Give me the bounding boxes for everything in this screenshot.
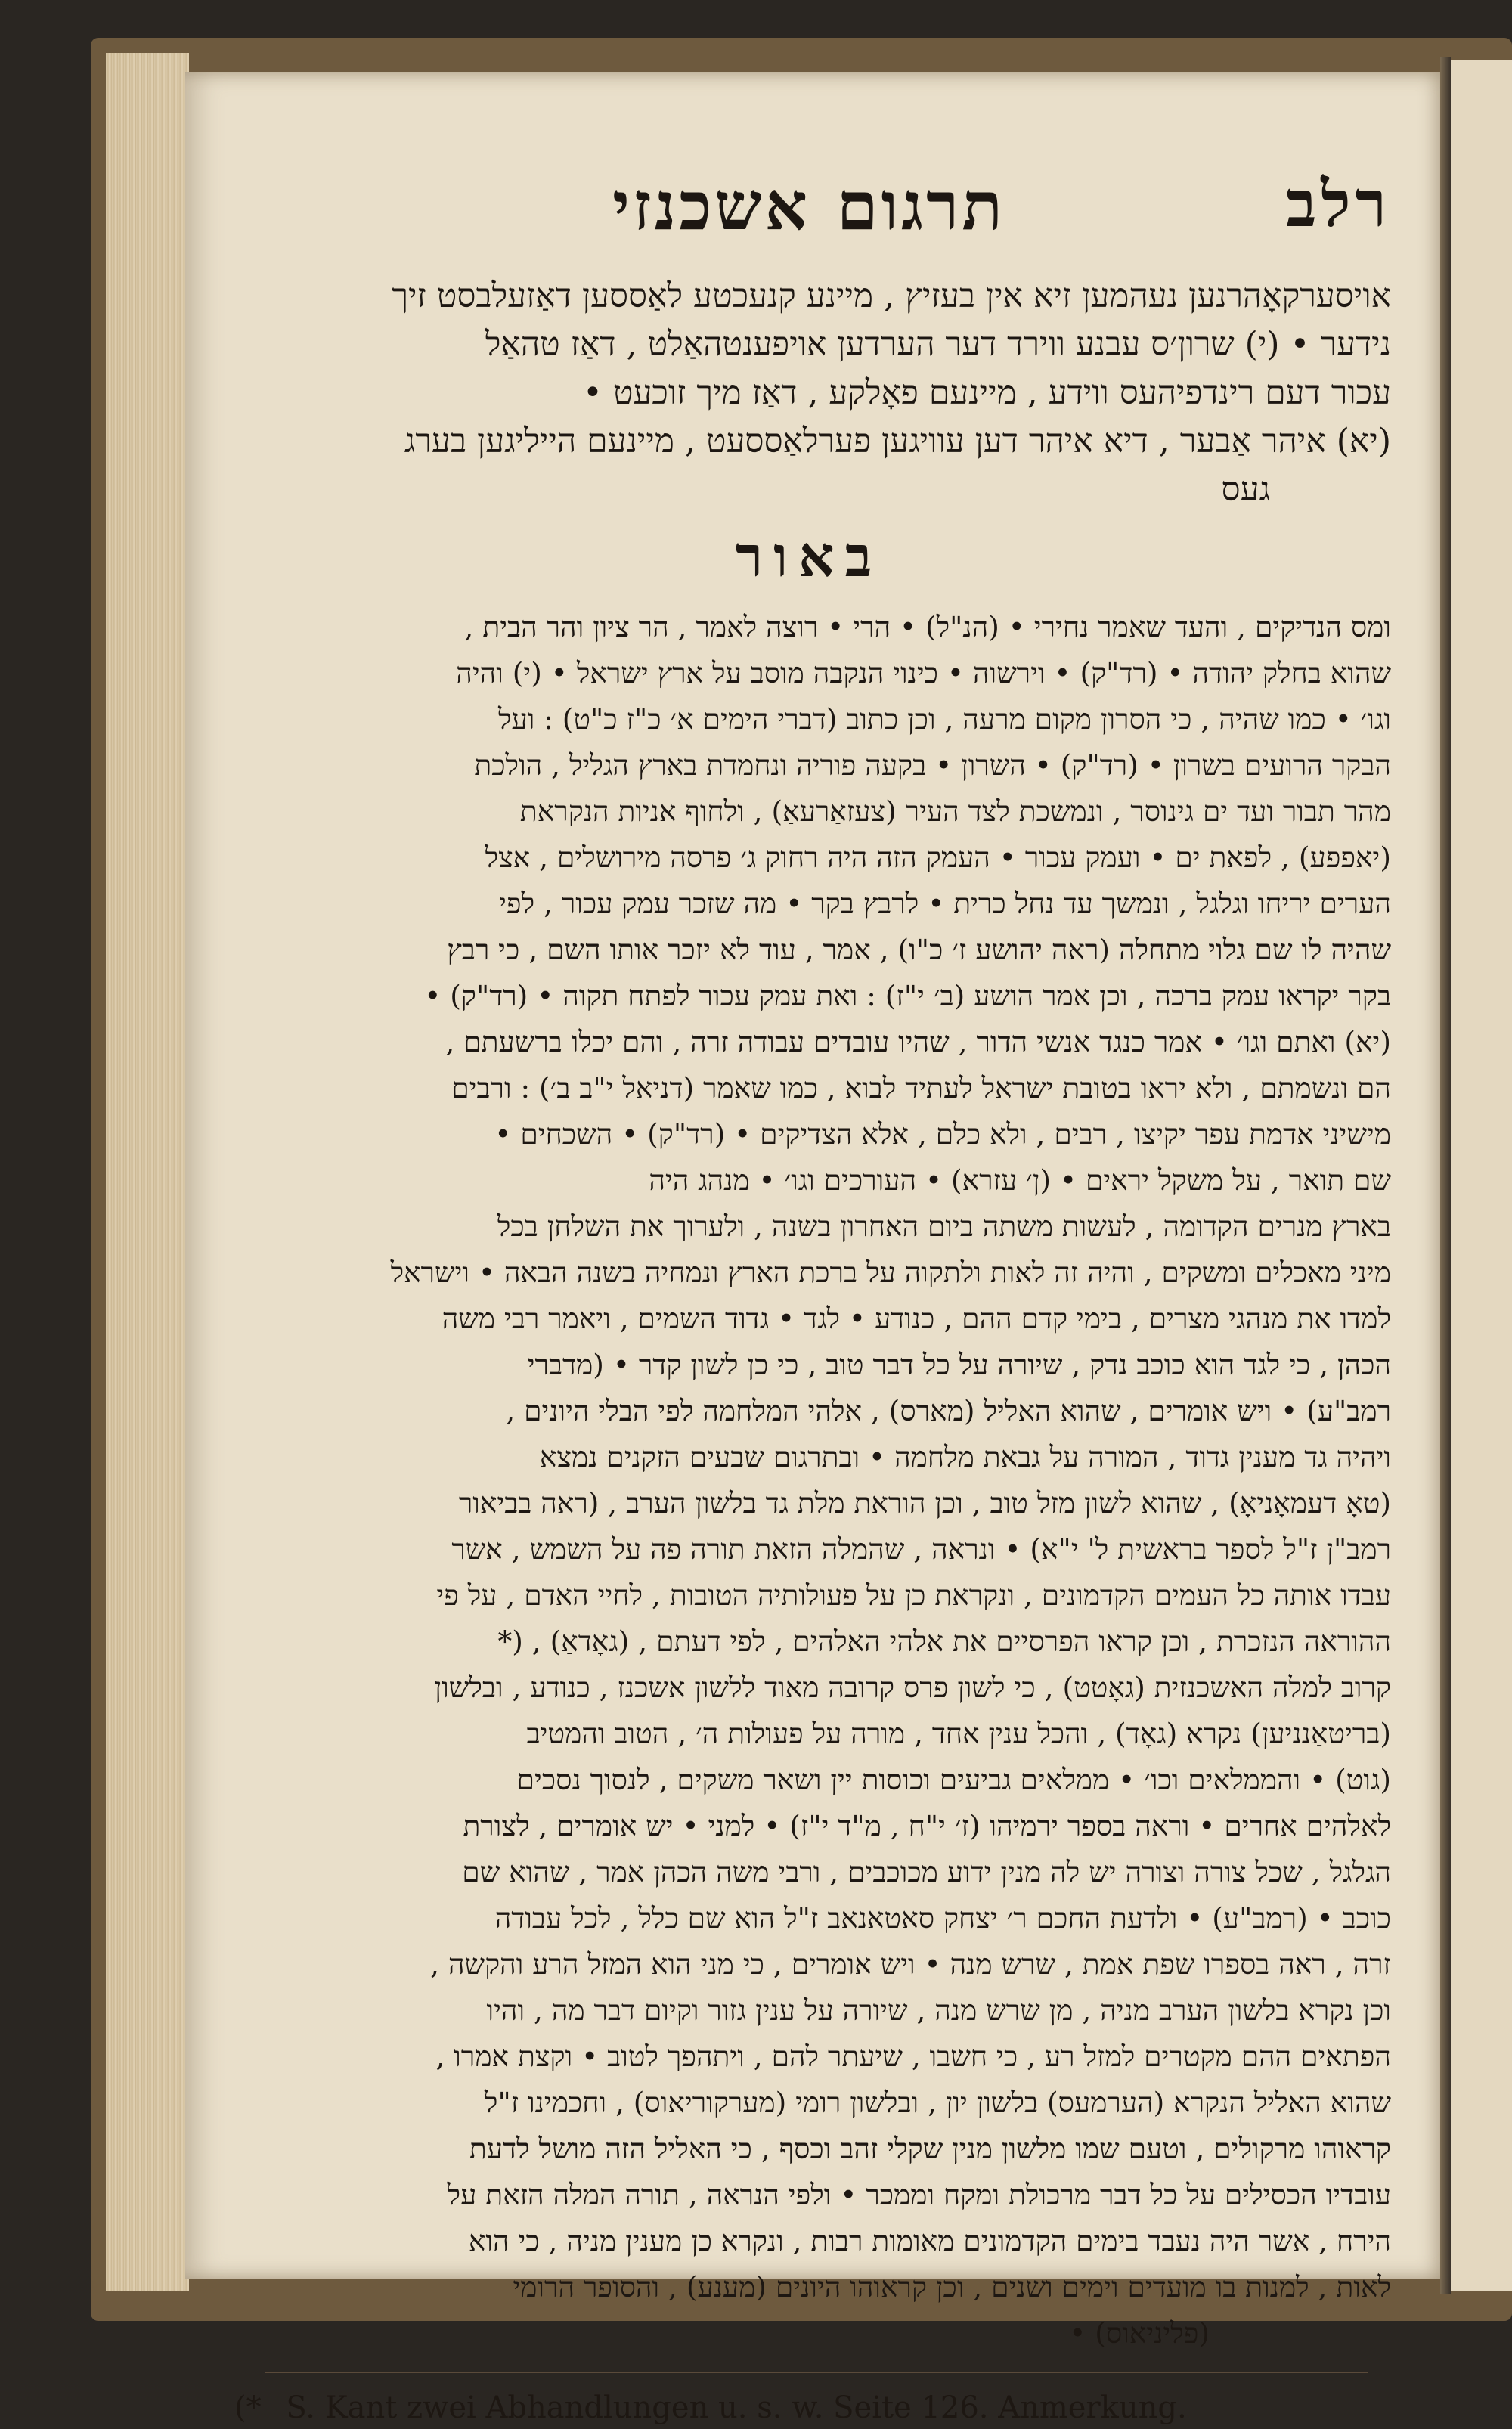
translation-block	[227, 272, 1391, 514]
page-edge	[106, 53, 189, 2291]
translation-line-last: געס	[1221, 470, 1270, 509]
commentary-line: למדו את מנהגי מצרים , בימי קדם ההם , כנודע • לגד • גדוד השמים , ויאמר רבי משה	[442, 1302, 1391, 1335]
commentary-line: קראוהו מרקולים , וטעם שמו מלשון מנין שקלי זהב וכסף , כי האליל הזה מושל לדעת	[469, 2132, 1391, 2165]
commentary-line: וכן נקרא בלשון הערב מניה , מן שרש מנה , שיורה על ענין גזור וקיום דבר מה , והיו	[486, 1994, 1391, 2027]
commentary-line: רמב"ע) • ויש אומרים , שהוא האליל (מארס) , אלהי המלחמה לפי הבלי היונים ,	[506, 1394, 1391, 1427]
facing-page-edge	[1451, 60, 1512, 2291]
translation-line: עכור דעם רינדפיהעס ווידע , מיינעם פאָלקע , דאַז מיך זוכעט •	[582, 373, 1391, 412]
commentary-line: מיני מאכלים ומשקים , והיה זה לאות ולתקוה על ברכת הארץ ונמחיה בשנה הבאה • וישראל	[390, 1256, 1391, 1289]
commentary-line: שהוא האליל הנקרא (הערמעס) בלשון יון , ובלשון רומי (מערקוריאוס) , וחכמינו ז"ל	[484, 2086, 1391, 2119]
page-content	[227, 166, 1391, 2429]
commentary-line: לאות , למנות בו מועדים וימים ושנים , וכן קראוהו היונים (מענע) , והסופר הרומי	[513, 2270, 1391, 2304]
commentary-line: הכהן , כי לגד הוא כוכב נדק , שיורה על כל דבר טוב , כי כן לשון קדר • (מדברי	[527, 1348, 1391, 1381]
footnote-marker: (*	[234, 2390, 262, 2425]
commentary-line-last: (פליניאוס) •	[1069, 2316, 1210, 2350]
commentary-block	[227, 604, 1391, 2310]
commentary-line: הירח , אשר היה נעבד בימים הקדמונים מאומות רבות , ונקרא כן מענין מניה , כי הוא	[468, 2224, 1391, 2257]
page-number: רלב	[1285, 166, 1391, 241]
commentary-line: (יא) ואתם וגו׳ • אמר כנגד אנשי הדור , שהיו עובדים עבודה זרה , והם יכלו ברשעתם ,	[445, 1025, 1391, 1058]
commentary-line: מהר תבור ועד ים גינוסר , ונמשכת לצד העיר (צעזאַרעאַ) , ולחוף אניות הנקראת	[519, 795, 1391, 828]
commentary-line: בארץ מנרים הקדומה , לעשות משתה ביום האחרון בשנה , ולערוך את השלחן בכל	[497, 1210, 1391, 1243]
translation-line: נידער • (י) שרון׳ס עבנע ווירד דער הערדען אויפענטהאַלט , דאַז טהאַל	[485, 325, 1391, 364]
commentary-line: שם תואר , על משקל יראים • (ן׳ עזרא) • העורכים וגו׳ • מנהג היה	[649, 1163, 1391, 1197]
commentary-line: שהיה לו שם גלוי מתחלה (ראה יהושע ז׳ כ"ו) , אמר , עוד לא יזכר אותו השם , כי רבץ	[447, 933, 1391, 966]
commentary-line: וגו׳ • כמו שהיה , כי הסרון מקום מרעה , וכן כתוב (דברי הימים א׳ כ"ז כ"ט) : ועל	[497, 702, 1391, 736]
footnote-rule	[265, 2372, 1368, 2373]
page-header	[227, 166, 1391, 272]
translation-line: אויסערקאָהרנען נעהמען זיא אין בעזיץ , מיינע קנעכטע לאַססען דאַזעלבסט זיך	[392, 277, 1391, 315]
commentary-line: כוכב • (רמב"ע) • ולדעת החכם ר׳ יצחק סאטאנאב ז"ל הוא שם כלל , לכל עבודה	[494, 1901, 1391, 1935]
commentary-line: הערים יריחו וגלגל , ונמשך עד נחל כרית • לרבץ בקר • מה שזכר עמק עכור , לפי	[499, 887, 1391, 920]
commentary-line: (טאָ דעמאָניאָ) , שהוא לשון מזל טוב , וכן הוראת מלת גד בלשון הערב , (ראה בביאור	[458, 1486, 1391, 1520]
commentary-line: עובדיו הכסילים על כל דבר מרכולת ומקח וממכר • ולפי הנראה , תורה המלה הזאת על	[447, 2178, 1391, 2211]
commentary-line: לאלהים אחרים • וראה בספר ירמיהו (ז׳ י"ח , מ"ד י"ז) • למני • יש אומרים , לצורת	[463, 1809, 1391, 1842]
commentary-line: (בריטאַנניען) נקרא (גאָד) , והכל ענין אחד , מורה על פעולות ה׳ , הטוב והמטיב	[526, 1717, 1391, 1750]
commentary-line: שהוא בחלק יהודה • (רד"ק) • וירשוה • כינוי הנקבה מוסב על ארץ ישראל • (י) והיה	[456, 656, 1391, 689]
commentary-line: הם ונשמתם , ולא יראו בטובת ישראל לעתיד לבוא , כמו שאמר (דניאל י"ב ב׳) : ורבים	[451, 1071, 1391, 1105]
commentary-line: ומס הנדיקים , והעד שאמר נחירי • (הנ"ל) • הרי • רוצה לאמר , הר ציון והר הבית ,	[464, 610, 1391, 643]
commentary-line: זרה , ראה בספרו שפת אמת , שרש מנה • ויש אומרים , כי מני הוא המזל הרע והקשה ,	[430, 1947, 1391, 1981]
commentary-line: ויהיה גד מענין גדוד , המורה על גבאת מלחמה • ובתרגום שבעים הזקנים נמצא	[539, 1440, 1391, 1473]
commentary-line: (יאפפע) , לפאת ים • ועמק עכור • העמק הזה היה רחוק ג׳ פרסה מירושלים , אצל	[485, 841, 1391, 874]
commentary-line: הבקר הרועים בשרון • (רד"ק) • השרון • בקעה פוריה ונחמדת בארץ הגליל , הולכת	[474, 748, 1391, 782]
commentary-line: בקר יקראו עמק ברכה , וכן אמר הושע (ב׳ י"ז) : ואת עמק עכור לפתח תקוה • (רד"ק) •	[424, 979, 1391, 1012]
commentary-line: עבדו אותה כל העמים הקדמונים , ונקראת כן על פעולותיה הטובות , לחיי האדם , על פי	[436, 1579, 1391, 1612]
book-gutter	[1440, 57, 1451, 2294]
footnote	[227, 2387, 1391, 2429]
translation-line: (יא) איהר אַבער , דיא איהר דען עוויגען פערלאַססעט , מיינעם הייליגען בערג	[404, 422, 1391, 460]
commentary-line: רמב"ן ז"ל לספר בראשית ל' י"א) • ונראה , שהמלה הזאת תורה פה על השמש , אשר	[451, 1532, 1391, 1566]
commentary-line: קרוב למלה האשכנזית (גאָטט) , כי לשון פרס קרובה מאוד ללשון אשכנז , כנודע , ובלשון	[434, 1671, 1391, 1704]
commentary-line: הפתאים ההם מקטרים למזל רע , כי חשבו , שיעתר להם , ויתהפך לטוב • וקצת אמרו ,	[435, 2040, 1391, 2073]
commentary-line: מישיני אדמת עפר יקיצו , רבים , ולא כלם , אלא הצדיקים • (רד"ק) • השכחים •	[494, 1117, 1391, 1151]
commentary-line: הגלגל , שכל צורה וצורה יש לה מנין ידוע מכוכבים , ורבי משה הכהן אמר , שהוא שם	[462, 1855, 1391, 1888]
commentary-line: (גוט) • והממלאים וכו׳ • ממלאים גביעים וכוסות יין ושאר משקים , לנסוך נסכים	[516, 1763, 1391, 1796]
section-title: באור	[735, 525, 883, 590]
running-title: תרגום אשכנזי	[612, 166, 1006, 245]
commentary-line: ההוראה הנזכרת , וכן קראו הפרסיים את אלהי האלהים , לפי דעתם , (גאָדאַ) , (*	[497, 1625, 1391, 1658]
footnote-text: S. Kant zwei Abhandlungen u. s. w. Seite 126. Anmerkung.	[286, 2390, 1187, 2425]
